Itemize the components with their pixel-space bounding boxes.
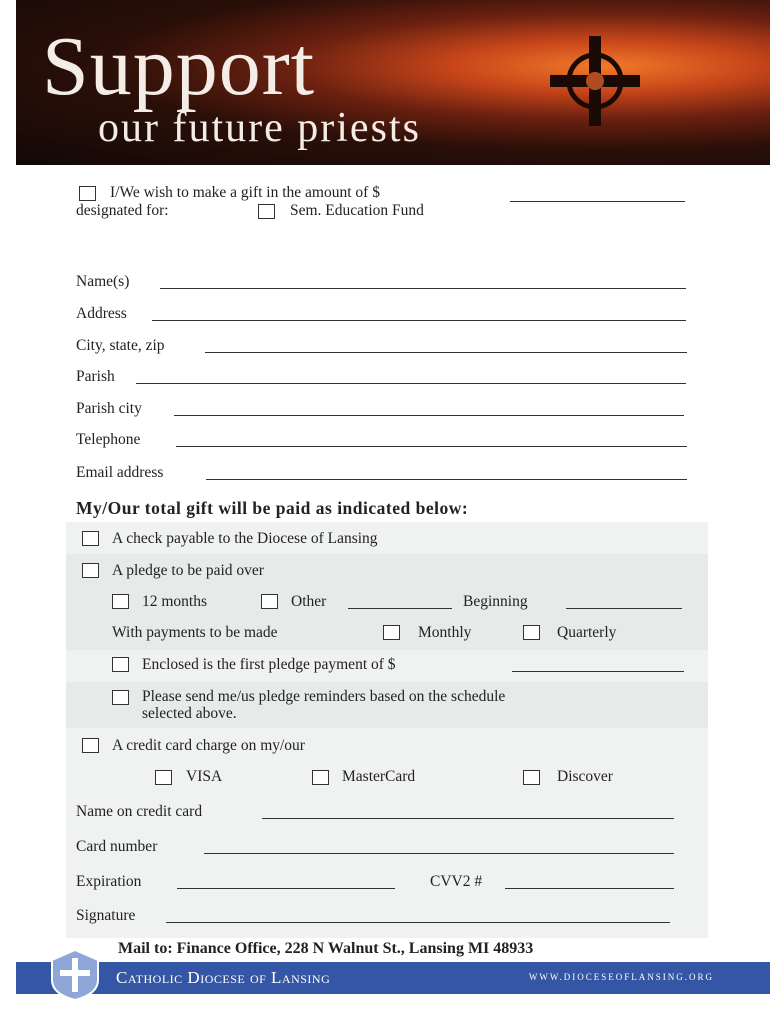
names-label: Name(s) [76, 273, 130, 290]
reminders-checkbox[interactable] [112, 690, 129, 705]
card-number-field[interactable] [204, 853, 674, 854]
discover-label: Discover [557, 768, 613, 785]
sem-fund-label: Sem. Education Fund [290, 202, 424, 219]
other-checkbox[interactable] [261, 594, 278, 609]
twelve-months-label: 12 months [142, 593, 208, 610]
parish-city-label: Parish city [76, 400, 142, 417]
check-checkbox[interactable] [82, 531, 99, 546]
discover-checkbox[interactable] [523, 770, 540, 785]
banner-title: Support [42, 20, 316, 113]
credit-checkbox[interactable] [82, 738, 99, 753]
org-name: Catholic Diocese of Lansing [116, 968, 331, 987]
designated-label: designated for: [76, 202, 169, 219]
signature-field[interactable] [166, 922, 670, 923]
cvv-label: CVV2 # [430, 873, 483, 890]
telephone-label: Telephone [76, 431, 141, 448]
city-label: City, state, zip [76, 337, 165, 354]
banner-subtitle: our future priests [98, 105, 421, 151]
sem-fund-checkbox[interactable] [258, 204, 275, 219]
enclosed-checkbox[interactable] [112, 657, 129, 672]
monthly-checkbox[interactable] [383, 625, 400, 640]
mail-to-address: Mail to: Finance Office, 228 N Walnut St., Lansing MI 48933 [118, 940, 534, 957]
parish-label: Parish [76, 368, 115, 385]
enclosed-label: Enclosed is the first pledge payment of $ [142, 656, 396, 673]
check-label: A check payable to the Diocese of Lansing [112, 530, 378, 547]
email-label: Email address [76, 464, 164, 481]
reminders-label-1: Please send me/us pledge reminders based on the schedule [142, 688, 506, 705]
city-field[interactable] [205, 352, 687, 353]
other-field[interactable] [348, 608, 452, 609]
parish-city-field[interactable] [174, 415, 684, 416]
name-on-card-field[interactable] [262, 818, 674, 819]
pledge-label: A pledge to be paid over [112, 562, 264, 579]
gift-amount-label: I/We wish to make a gift in the amount of $ [110, 184, 380, 201]
payment-heading: My/Our total gift will be paid as indicated below: [76, 498, 469, 518]
beginning-field[interactable] [566, 608, 682, 609]
quarterly-label: Quarterly [557, 624, 617, 641]
gift-checkbox[interactable] [79, 186, 96, 201]
with-payments-label: With payments to be made [112, 624, 278, 641]
enclosed-amount-field[interactable] [512, 671, 684, 672]
expiration-label: Expiration [76, 873, 142, 890]
signature-label: Signature [76, 907, 136, 924]
quarterly-checkbox[interactable] [523, 625, 540, 640]
org-url[interactable]: WWW.DIOCESEOFLANSING.ORG [528, 972, 714, 982]
address-label: Address [76, 305, 127, 322]
diocese-crest-icon [40, 946, 110, 1002]
card-number-label: Card number [76, 838, 158, 855]
cvv-field[interactable] [505, 888, 674, 889]
expiration-field[interactable] [177, 888, 395, 889]
telephone-field[interactable] [176, 446, 687, 447]
pledge-checkbox[interactable] [82, 563, 99, 578]
reminders-label-2: selected above. [142, 705, 237, 722]
name-on-card-label: Name on credit card [76, 803, 203, 820]
mastercard-checkbox[interactable] [312, 770, 329, 785]
gift-amount-field[interactable] [510, 201, 685, 202]
address-field[interactable] [152, 320, 686, 321]
parish-field[interactable] [136, 383, 686, 384]
visa-checkbox[interactable] [155, 770, 172, 785]
visa-label: VISA [186, 768, 223, 785]
twelve-months-checkbox[interactable] [112, 594, 129, 609]
footer-bar [16, 962, 770, 994]
names-field[interactable] [160, 288, 686, 289]
monthly-label: Monthly [418, 624, 472, 641]
beginning-label: Beginning [463, 593, 528, 610]
rosary-cross-icon [540, 26, 650, 136]
credit-label: A credit card charge on my/our [112, 737, 305, 754]
header-banner [16, 0, 770, 165]
mastercard-label: MasterCard [342, 768, 416, 785]
email-field[interactable] [206, 479, 687, 480]
other-label: Other [291, 593, 327, 610]
